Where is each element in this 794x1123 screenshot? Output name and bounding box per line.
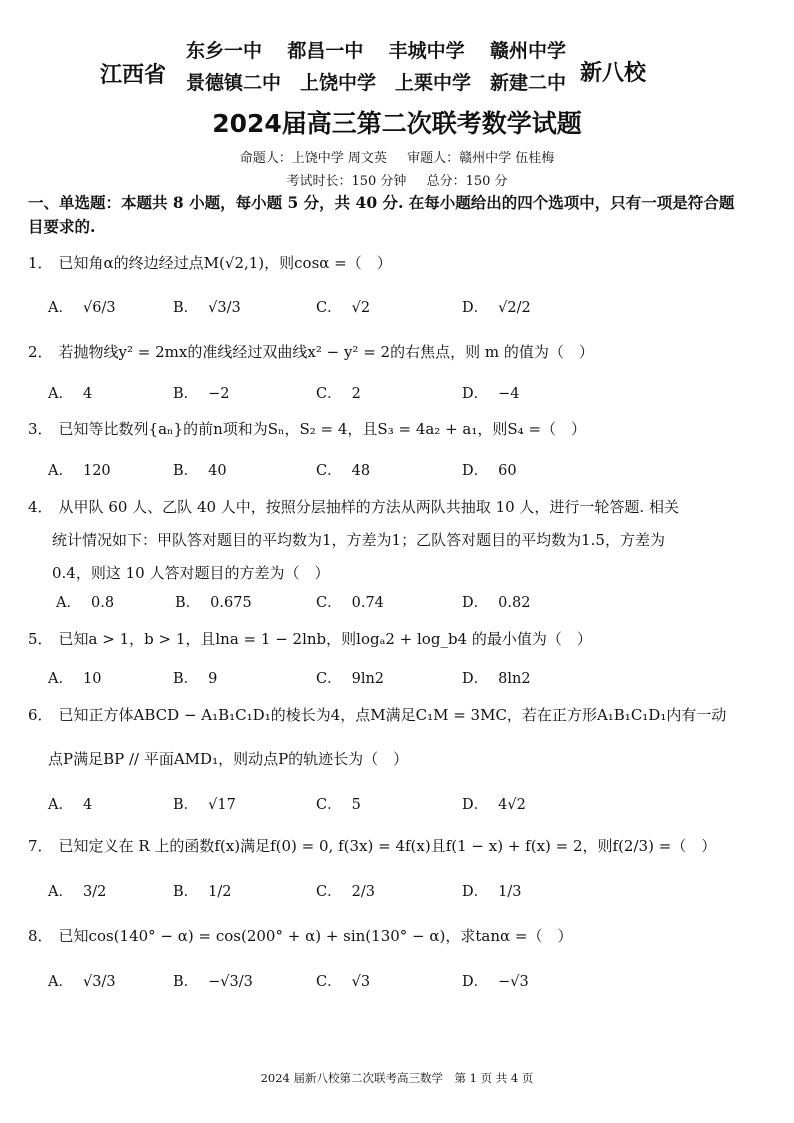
school-name: 上栗中学 <box>394 72 471 94</box>
school-name: 丰城中学 <box>388 40 465 62</box>
question-4 <box>28 491 679 590</box>
option-a: A． 3/2 <box>48 884 107 900</box>
question-number: 5． <box>28 630 53 648</box>
school-name: 都昌一中 <box>287 40 364 62</box>
question-text: 0.4，则这 10 人答对题目的方差为（ ） <box>52 564 330 582</box>
province-label: 江西省 <box>100 63 167 88</box>
question-text: 已知正方体ABCD − A₁B₁C₁D₁的棱长为4，点M满足C₁M = 3MC，若在正方形A₁B₁C₁D₁内有一动 <box>58 706 727 724</box>
question-number: 1． <box>28 254 53 272</box>
question-8 <box>28 925 572 946</box>
question-text: 若抛物线y² = 2mx的准线经过双曲线x² − y² = 2的右焦点，则 m 的值为（ ） <box>58 343 594 361</box>
option-c: C． √2 <box>316 300 371 316</box>
question-1 <box>28 252 392 273</box>
page-footer: 2024 届新八校第二次联考高三数学 第 1 页 共 4 页 <box>260 1071 534 1085</box>
exam-title: 2024届高三第二次联考数学试题 <box>212 109 582 138</box>
section-heading: 一、单选题：本题共 8 小题，每小题 5 分，共 40 分. 在每小题给出的四个选项中，只有一项是符合题目要求的. <box>28 193 735 236</box>
option-c: C． √3 <box>316 974 371 990</box>
question-text: 已知角α的终边经过点M(√2,1)，则cosα =（ ） <box>58 254 392 272</box>
question-number: 7． <box>28 837 53 855</box>
school-list <box>186 36 566 100</box>
question-text: 已知cos(140° − α) = cos(200° + α) + sin(130° − α)，求tanα =（ ） <box>58 927 573 945</box>
option-a: A． 4 <box>48 386 93 402</box>
option-b: B． 9 <box>173 671 218 687</box>
question-3 <box>28 418 586 439</box>
option-d: D． 8ln2 <box>462 671 531 687</box>
option-c: C． 48 <box>316 463 371 479</box>
option-d: D． √2/2 <box>462 300 531 316</box>
school-name: 景德镇二中 <box>186 72 282 94</box>
question-number: 8． <box>28 927 53 945</box>
option-a: A． 120 <box>48 463 111 479</box>
option-b: B． −√3/3 <box>173 974 253 990</box>
option-a: A． √6/3 <box>48 300 116 316</box>
school-name: 东乡一中 <box>186 40 263 62</box>
question-2 <box>28 341 594 362</box>
school-row-2 <box>186 68 566 100</box>
question-6-line-2 <box>48 748 408 769</box>
question-7 <box>28 835 716 856</box>
school-row-1 <box>186 36 566 68</box>
option-c: C． 5 <box>316 797 361 813</box>
question-5 <box>28 628 592 649</box>
question-text: 已知等比数列{aₙ}的前n项和为Sₙ，S₂ = 4，且S₃ = 4a₂ + a₁，则S₄ =（ ） <box>58 420 587 438</box>
question-number: 6． <box>28 706 53 724</box>
option-a: A． 4 <box>48 797 93 813</box>
duration: 考试时长：150 分钟 <box>286 174 407 189</box>
option-a: A． √3/3 <box>48 974 116 990</box>
option-d: D． −√3 <box>462 974 529 990</box>
reviewer: 审题人：赣州中学 伍桂梅 <box>407 151 555 166</box>
option-b: B． −2 <box>173 386 230 402</box>
option-d: D． 4√2 <box>462 797 526 813</box>
author: 命题人：上饶中学 周文英 <box>239 151 387 166</box>
option-b: B． √17 <box>173 797 236 813</box>
exam-authors <box>0 147 794 166</box>
option-d: D． 1/3 <box>462 884 522 900</box>
question-text: 统计情况如下：甲队答对题目的平均数为1，方差为1；乙队答对题目的平均数为1.5，方差为 <box>52 531 665 549</box>
question-number: 3． <box>28 420 53 438</box>
alliance-label: 新八校 <box>580 61 647 86</box>
school-name: 新建二中 <box>489 72 566 94</box>
question-number: 2． <box>28 343 53 361</box>
option-b: B． 40 <box>173 463 227 479</box>
option-c: C． 0.74 <box>316 595 384 611</box>
option-a: A． 0.8 <box>56 595 115 611</box>
option-c: C． 9ln2 <box>316 671 385 687</box>
option-b: B． √3/3 <box>173 300 241 316</box>
total-score: 总分：150 分 <box>426 174 508 189</box>
school-name: 上饶中学 <box>299 72 376 94</box>
exam-info <box>0 170 794 189</box>
question-text: 已知a > 1，b > 1，且lna = 1 − 2lnb，则logₐ2 + log_b4 的最小值为（ ） <box>58 630 592 648</box>
question-text: 点P满足BP // 平面AMD₁，则动点P的轨迹长为（ ） <box>48 750 409 768</box>
option-b: B． 0.675 <box>175 595 252 611</box>
option-a: A． 10 <box>48 671 102 687</box>
question-text: 从甲队 60 人、乙队 40 人中，按照分层抽样的方法从两队共抽取 10 人，进行一轮答题. 相关 <box>58 498 679 516</box>
option-c: C． 2 <box>316 386 361 402</box>
question-text: 已知定义在 R 上的函数f(x)满足f(0) = 0, f(3x) = 4f(x)且f(1 − x) + f(x) = 2，则f(2/3) =（ ） <box>58 837 717 855</box>
question-number: 4． <box>28 498 53 516</box>
question-6 <box>28 704 726 725</box>
school-name: 赣州中学 <box>489 40 566 62</box>
option-d: D． −4 <box>462 386 520 402</box>
option-d: D． 0.82 <box>462 595 531 611</box>
option-d: D． 60 <box>462 463 517 479</box>
option-b: B． 1/2 <box>173 884 232 900</box>
option-c: C． 2/3 <box>316 884 375 900</box>
